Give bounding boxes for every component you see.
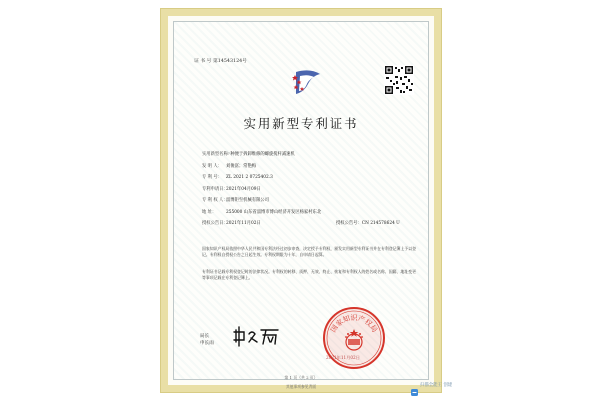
field-label: 实用新型名称： [202,152,233,157]
field-value: 2021年04月09日 [226,186,261,192]
field-value: 淄博钜至机械有限公司 [226,198,269,203]
scanner-watermark: 扫描全能王 创建 [420,383,453,388]
certificate-frame [161,9,441,392]
field-utility-model-name [202,152,422,164]
field-label: 专 利 权 人： [202,198,228,203]
scanner-app-icon [411,381,418,388]
field-application-date [202,187,422,199]
legal-status-note: 专利证书记载专利权登记时的法律状况。专利权的转移、质押、无效、终止、恢复和专利权人的姓名或名称、国籍、地址变更等事项记载在专利登记簿上。 [202,269,416,281]
field-value: 2021年11月02日 [226,221,261,226]
field-value: CN 214578624 U [361,221,400,226]
page-indicator: 第 1 页（共 2 页） [284,375,318,380]
director-label [200,333,214,347]
footer-note: 其他事项参见背面 [285,384,317,389]
field-label: 发 明 人： [202,163,222,169]
field-patent-number [202,175,422,187]
field-address [202,210,422,222]
field-value: 255000 山东省淄博市博山经济开发区杨家村东北 [226,209,322,215]
cnipa-emblem-icon [290,66,324,96]
official-seal-icon [321,305,387,371]
field-label: 授权公告日： [202,221,228,226]
field-label: 专 利 号： [202,175,222,180]
field-value: 一种便于拆卸维修的螺旋搅杆减速机 [226,152,295,157]
certificate-page [173,21,429,389]
field-label: 专利申请日： [202,186,228,192]
field-grant-date [202,221,422,233]
field-value: 刘俊富；常艳梅 [226,163,257,169]
certificate-fields [202,152,422,233]
field-inventor [202,164,422,176]
field-label: 地 址： [202,209,217,215]
director-signature [232,324,282,348]
field-patentee [202,198,422,210]
field-grant-number [336,221,400,227]
seal-date: 2021年11月02日 [326,355,360,360]
field-value: ZL 2021 2 0725402.3 [226,175,273,180]
qr-code-icon [384,65,414,95]
certificate-title: 实用新型专利证书 [243,116,359,131]
seal-text: 国家知识产权局 [329,314,379,334]
field-label: 授权公告号： [336,221,362,226]
grant-statement: 国家知识产权局依照中华人民共和国专利法经过初步审查，决定授予专利权，颁发实用新型专利证书并在专利登记簿上予以登记。专利权自授权公告之日起生效。专利权期限为十年，自申请日起算。 [202,246,416,258]
director-name: 申长雨 [200,341,214,346]
director-title: 局长 [200,334,210,339]
certificate-number: 证 书 号 第14543124号 [194,59,247,64]
